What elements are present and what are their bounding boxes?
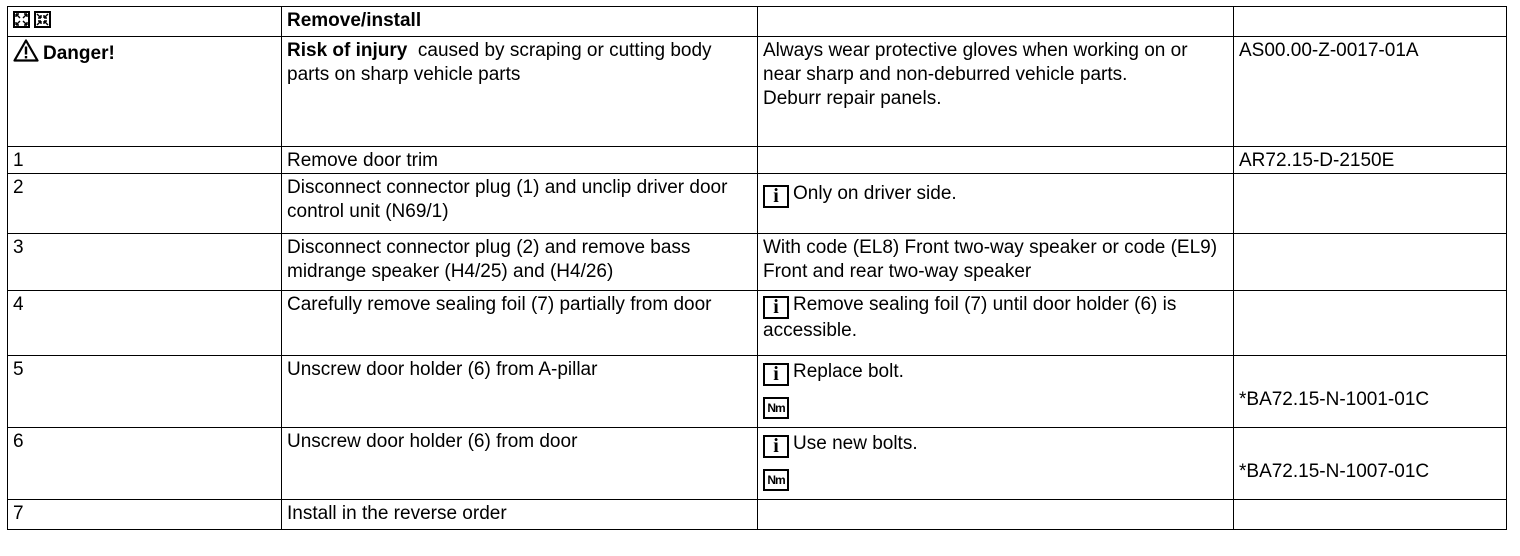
header-empty-cell	[758, 7, 1234, 37]
table-row	[8, 356, 1507, 428]
step-text: Disconnect connector plug (2) and remove bass midrange speaker (H4/25) and (H4/26)	[282, 234, 758, 291]
step-note-text: Remove sealing foil (7) until door holder (6) is accessible.	[763, 294, 1177, 341]
expand-icon[interactable]	[13, 11, 30, 28]
step-note: With code (EL8) Front two-way speaker or code (EL9) Front and rear two-way speaker	[758, 234, 1234, 291]
procedure-table	[7, 6, 1507, 530]
header-empty-cell	[1234, 7, 1507, 37]
table-row	[8, 291, 1507, 356]
header-row	[8, 7, 1507, 37]
danger-reference-link[interactable]: AS00.00-Z-0017-01A	[1234, 37, 1507, 147]
step-number: 3	[8, 234, 282, 291]
warning-triangle-icon	[13, 39, 39, 62]
step-note-text: Only on driver side.	[793, 183, 957, 204]
step-number: 6	[8, 428, 282, 500]
step-reference-cell	[1234, 428, 1507, 500]
step-note	[758, 291, 1234, 356]
step-note-text: Replace bolt.	[793, 361, 904, 382]
step-note	[758, 174, 1234, 234]
step-text: Install in the reverse order	[282, 500, 758, 530]
step-text: Remove door trim	[282, 147, 758, 174]
step-reference-cell	[1234, 234, 1507, 291]
danger-measure: Always wear protective gloves when working on or near sharp and non-deburred vehicle parts. Deburr repair panels.	[758, 37, 1234, 147]
info-icon: i	[763, 435, 789, 458]
step-number: 4	[8, 291, 282, 356]
step-number: 2	[8, 174, 282, 234]
info-icon: i	[763, 185, 789, 208]
danger-row	[8, 37, 1507, 147]
header-icons-cell	[8, 7, 282, 37]
info-icon: i	[763, 296, 789, 319]
step-text: Disconnect connector plug (1) and unclip driver door control unit (N69/1)	[282, 174, 758, 234]
danger-risk-cell	[282, 37, 758, 147]
step-note-text: Use new bolts.	[793, 433, 918, 454]
header-title: Remove/install	[282, 7, 758, 37]
step-reference-cell	[1234, 356, 1507, 428]
step-reference-cell	[1234, 174, 1507, 234]
step-note	[758, 500, 1234, 530]
step-reference-cell	[1234, 291, 1507, 356]
collapse-icon[interactable]	[34, 11, 51, 28]
step-number: 7	[8, 500, 282, 530]
table-row	[8, 234, 1507, 291]
table-row	[8, 500, 1507, 530]
step-reference-cell	[1234, 500, 1507, 530]
info-icon: i	[763, 363, 789, 386]
step-reference-link[interactable]: AR72.15-D-2150E	[1234, 147, 1507, 174]
risk-text: caused by scraping or cutting body parts on sharp vehicle parts	[287, 40, 712, 85]
table-row	[8, 174, 1507, 234]
step-text: Unscrew door holder (6) from A-pillar	[282, 356, 758, 428]
step-number: 1	[8, 147, 282, 174]
risk-heading: Risk of injury	[287, 40, 408, 61]
step-number: 5	[8, 356, 282, 428]
table-row	[8, 428, 1507, 500]
step-note	[758, 147, 1234, 174]
step-reference-link[interactable]: *BA72.15-N-1001-01C	[1239, 389, 1430, 410]
step-note	[758, 356, 1234, 428]
danger-label: Danger!	[43, 43, 115, 64]
step-note	[758, 428, 1234, 500]
step-text: Unscrew door holder (6) from door	[282, 428, 758, 500]
step-text: Carefully remove sealing foil (7) partially from door	[282, 291, 758, 356]
table-row	[8, 147, 1507, 174]
torque-icon[interactable]: Nm	[763, 469, 789, 491]
danger-label-cell	[8, 37, 282, 147]
step-reference-link[interactable]: *BA72.15-N-1007-01C	[1239, 461, 1430, 482]
torque-icon[interactable]: Nm	[763, 397, 789, 419]
